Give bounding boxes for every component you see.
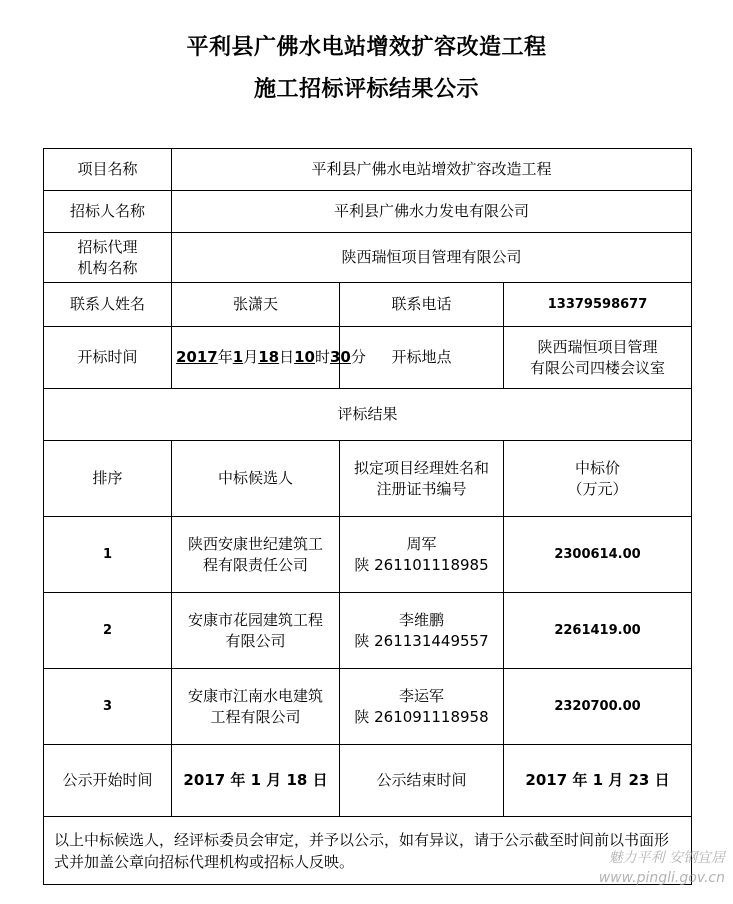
agency-value: 陕西瑞恒项目管理有限公司 <box>172 233 692 283</box>
publicity-end-label: 公示结束时间 <box>340 745 504 817</box>
manager-name: 李运军 <box>398 686 444 705</box>
minute-unit: 分 <box>350 348 366 366</box>
publicity-start-value: 2017 年 1 月 18 日 <box>172 745 340 817</box>
open-month: 1 <box>232 348 244 366</box>
phone-value: 13379598677 <box>504 283 692 327</box>
manager-cert: 陕 261101118985 <box>354 555 489 574</box>
col-rank: 排序 <box>44 441 172 517</box>
row-column-headers <box>44 441 692 517</box>
open-place-line1: 陕西瑞恒项目管理 <box>537 337 658 356</box>
row-result-heading <box>44 389 692 441</box>
footer-note: 以上中标候选人，经评标委员会审定，并予以公示，如有异议，请于公示截至时间前以书面形式并加盖公章向招标代理机构或招标人反映。 <box>44 817 692 885</box>
page-subtitle: 施工招标评标结果公示 <box>253 77 479 102</box>
price-cell: 2261419.00 <box>504 593 692 669</box>
open-place-value <box>504 327 692 389</box>
year-unit: 年 <box>217 348 233 366</box>
project-value: 平利县广佛水电站增效扩容改造工程 <box>172 149 692 191</box>
candidate-cell <box>172 517 340 593</box>
col-manager-line1: 拟定项目经理姓名和 <box>353 458 489 477</box>
page-title: 平利县广佛水电站增效扩容改造工程 <box>186 35 547 60</box>
row-project <box>44 149 692 191</box>
contact-value: 张潇天 <box>172 283 340 327</box>
col-price-line1: 中标价 <box>575 458 621 477</box>
month-unit: 月 <box>243 348 259 366</box>
open-place-label: 开标地点 <box>340 327 504 389</box>
candidate-name-line1: 陕西安康世纪建筑工 <box>187 534 323 553</box>
announcement-table <box>43 148 692 885</box>
price-cell: 2300614.00 <box>504 517 692 593</box>
day-unit: 日 <box>279 348 295 366</box>
candidate-name-line2: 有限公司 <box>225 631 286 650</box>
manager-cell <box>340 593 504 669</box>
phone-label: 联系电话 <box>340 283 504 327</box>
agency-label-line2: 机构名称 <box>77 258 138 277</box>
open-hour: 10 <box>294 348 315 366</box>
col-manager <box>340 441 504 517</box>
rank-cell: 2 <box>44 593 172 669</box>
tenderer-value: 平利县广佛水力发电有限公司 <box>172 191 692 233</box>
row-tenderer <box>44 191 692 233</box>
col-candidate: 中标候选人 <box>172 441 340 517</box>
contact-label: 联系人姓名 <box>44 283 172 327</box>
table-row <box>44 669 692 745</box>
col-price-line2: （万元） <box>567 479 628 498</box>
open-day: 18 <box>258 348 280 366</box>
watermark: 魅力平利 安钢宜居 www.pingli.gov.cn <box>598 850 725 886</box>
col-manager-line2: 注册证书编号 <box>376 479 467 498</box>
candidate-cell <box>172 593 340 669</box>
row-contact <box>44 283 692 327</box>
candidate-name-line1: 安康市江南水电建筑 <box>187 686 323 705</box>
candidate-cell <box>172 669 340 745</box>
tenderer-label: 招标人名称 <box>44 191 172 233</box>
result-heading: 评标结果 <box>44 389 692 441</box>
publicity-end-value: 2017 年 1 月 23 日 <box>504 745 692 817</box>
agency-label <box>44 233 172 283</box>
open-time-value <box>172 327 366 389</box>
row-agency <box>44 233 692 283</box>
candidate-name-line1: 安康市花园建筑工程 <box>187 610 323 629</box>
row-publicity <box>44 745 692 817</box>
open-minute: 30 <box>330 348 351 366</box>
hour-unit: 时 <box>314 348 330 366</box>
open-time-label: 开标时间 <box>44 327 172 389</box>
manager-name: 周军 <box>406 534 437 553</box>
table-row <box>44 517 692 593</box>
manager-cert: 陕 261091118958 <box>354 707 489 726</box>
project-label: 项目名称 <box>44 149 172 191</box>
agency-label-line1: 招标代理 <box>77 237 138 256</box>
open-place-line2: 有限公司四楼会议室 <box>530 358 666 377</box>
manager-cert: 陕 261131449557 <box>354 631 489 650</box>
publicity-start-label: 公示开始时间 <box>44 745 172 817</box>
open-year: 2017 <box>176 348 218 366</box>
rank-cell: 1 <box>44 517 172 593</box>
candidate-name-line2: 工程有限公司 <box>210 707 301 726</box>
rank-cell: 3 <box>44 669 172 745</box>
manager-name: 李维鹏 <box>398 610 444 629</box>
candidate-name-line2: 程有限责任公司 <box>202 555 308 574</box>
row-opening <box>44 327 692 389</box>
manager-cell <box>340 669 504 745</box>
price-cell: 2320700.00 <box>504 669 692 745</box>
col-price <box>504 441 692 517</box>
table-row <box>44 593 692 669</box>
manager-cell <box>340 517 504 593</box>
